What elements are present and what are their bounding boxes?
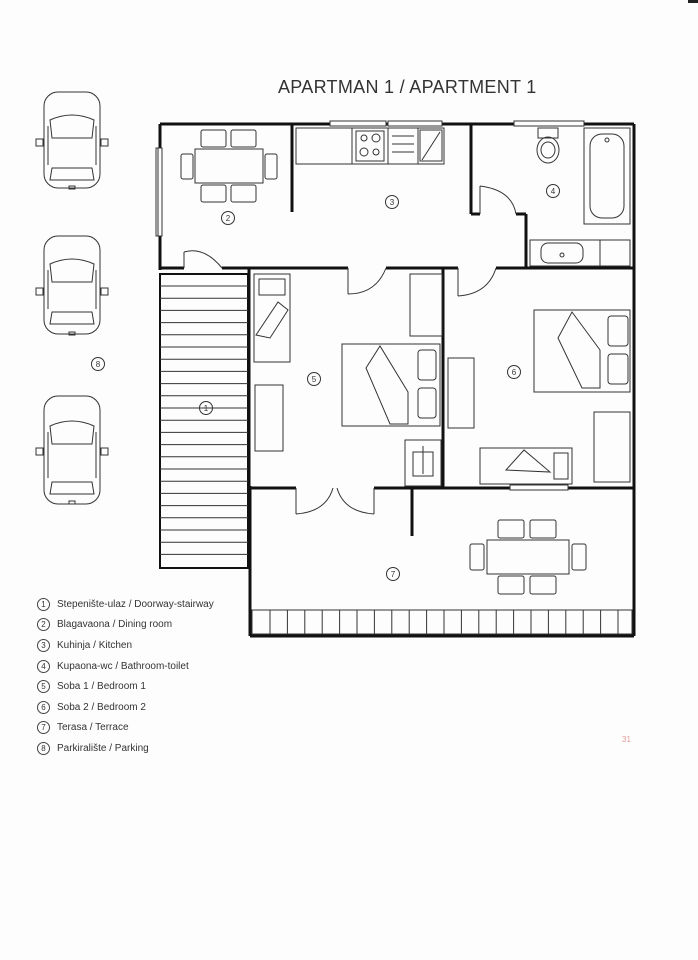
- legend-label: Kuhinja / Kitchen: [57, 639, 133, 651]
- svg-text:8: 8: [95, 360, 101, 369]
- legend-label: Soba 2 / Bedroom 2: [57, 701, 146, 713]
- kitchen-sink-icon: [420, 130, 442, 161]
- legend-item: [37, 738, 214, 759]
- legend-item: [37, 676, 214, 697]
- door: [296, 488, 374, 514]
- legend-number: 3: [37, 639, 50, 652]
- svg-text:2: 2: [225, 214, 231, 223]
- svg-text:5: 5: [311, 375, 317, 384]
- legend-label: Stepenište-ulaz / Doorway-stairway: [57, 598, 214, 610]
- wardrobe: [410, 274, 442, 336]
- svg-text:6: 6: [511, 368, 517, 377]
- page-number: 31: [622, 735, 631, 744]
- room-number-7: [387, 568, 400, 581]
- room-number-5: [308, 373, 321, 386]
- legend-item: [37, 656, 214, 677]
- terrace-railing: [252, 610, 632, 634]
- car-icon: [36, 236, 108, 335]
- kitchen-drawers: [392, 136, 414, 152]
- door: [184, 251, 222, 268]
- door: [480, 186, 516, 214]
- legend-number: 8: [37, 742, 50, 755]
- single-bed-icon: [254, 274, 290, 362]
- door: [458, 268, 496, 296]
- legend-number: 1: [37, 598, 50, 611]
- window: [388, 121, 442, 126]
- washbasin-icon: [530, 240, 630, 266]
- legend-number: 4: [37, 660, 50, 673]
- legend-number: 7: [37, 721, 50, 734]
- desk: [255, 385, 283, 451]
- single-bed-icon: [480, 448, 572, 484]
- legend-label: Soba 1 / Bedroom 1: [57, 681, 146, 693]
- svg-text:1: 1: [203, 404, 209, 413]
- terrace-table-icon: [470, 520, 586, 594]
- door: [348, 268, 386, 294]
- legend-label: Terasa / Terrace: [57, 722, 129, 734]
- dining-table-icon: [181, 130, 277, 202]
- legend-label: Parkiralište / Parking: [57, 742, 149, 754]
- desk: [448, 358, 474, 428]
- stairway: [160, 274, 248, 568]
- svg-text:4: 4: [550, 187, 556, 196]
- legend-item: [37, 697, 214, 718]
- stove-icon: [356, 131, 384, 161]
- window: [514, 121, 584, 126]
- window: [156, 148, 162, 236]
- room-number-4: [547, 185, 560, 198]
- wardrobe: [594, 412, 630, 482]
- room-number-6: [508, 366, 521, 379]
- svg-text:7: 7: [390, 570, 396, 579]
- room-number-8: [92, 358, 105, 371]
- double-bed-icon: [342, 344, 440, 426]
- legend-number: 2: [37, 618, 50, 631]
- room-number-3: [386, 196, 399, 209]
- toilet-icon: [537, 128, 559, 163]
- car-icon: [36, 92, 108, 189]
- double-bed-icon: [534, 310, 630, 392]
- legend-item: [37, 594, 214, 615]
- nightstand: [405, 440, 441, 486]
- svg-text:3: 3: [389, 198, 395, 207]
- legend-item: [37, 615, 214, 636]
- legend-number: 6: [37, 701, 50, 714]
- legend-number: 5: [37, 680, 50, 693]
- legend-label: Blagavaona / Dining room: [57, 619, 173, 631]
- legend-item: [37, 635, 214, 656]
- legend-item: [37, 718, 214, 739]
- legend-label: Kupaona-wc / Bathroom-toilet: [57, 660, 189, 672]
- room-number-2: [222, 212, 235, 225]
- window: [510, 485, 568, 490]
- page-title: APARTMAN 1 / APARTMENT 1: [278, 77, 537, 97]
- kitchen-counter: [296, 128, 444, 164]
- car-icon: [36, 396, 108, 504]
- bathtub-icon: [584, 128, 630, 224]
- window: [330, 121, 386, 126]
- legend: [37, 594, 214, 759]
